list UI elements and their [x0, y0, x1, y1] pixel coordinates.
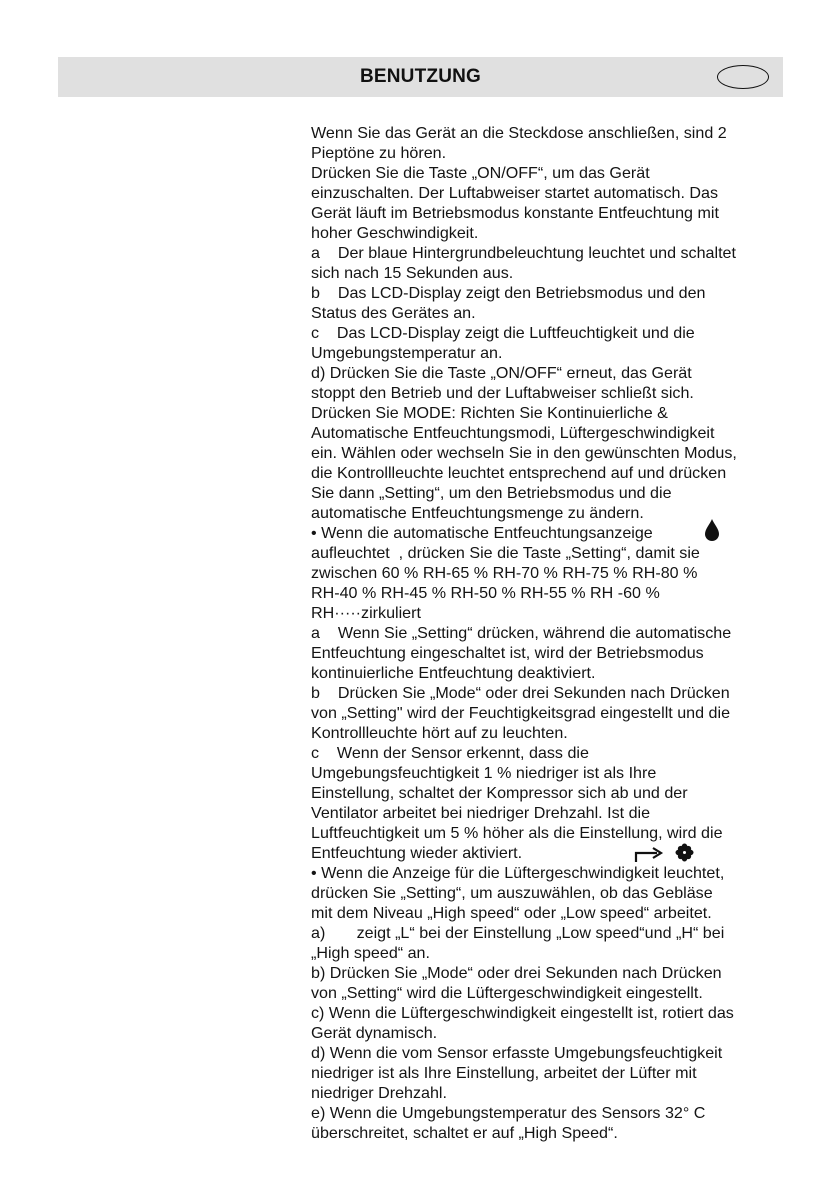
text-line: Ventilator arbeitet bei niedriger Drehzahl. Ist die: [311, 804, 651, 822]
text-line: d) Wenn die vom Sensor erfasste Umgebungsfeuchtigkeit: [311, 1044, 723, 1062]
text-line: überschreitet, schaltet er auf „High Speed“.: [311, 1124, 618, 1142]
text-line: b Das LCD-Display zeigt den Betriebsmodus und den: [311, 284, 706, 302]
text-line: c) Wenn die Lüftergeschwindigkeit eingestellt ist, rotiert das: [311, 1004, 734, 1022]
text-line: Wenn Sie das Gerät an die Steckdose anschließen, sind 2: [311, 124, 727, 142]
text-line: Drücken Sie die Taste „ON/OFF“, um das Gerät: [311, 164, 650, 182]
text-line: b) Drücken Sie „Mode“ oder drei Sekunden nach Drücken: [311, 964, 722, 982]
text-line: c Das LCD-Display zeigt die Luftfeuchtigkeit und die: [311, 324, 695, 342]
text-line: Sie dann „Setting“, um den Betriebsmodus und die: [311, 484, 672, 502]
text-line: Gerät dynamisch.: [311, 1024, 438, 1042]
body-text: [311, 123, 791, 1143]
text-line: von „Setting“ wird die Lüftergeschwindigkeit eingestellt.: [311, 984, 703, 1002]
text-line: stoppt den Betrieb und der Luftabweiser schließt sich.: [311, 384, 694, 402]
text-line: „High speed“ an.: [311, 944, 430, 962]
text-line: Entfeuchtung wieder aktiviert.: [311, 844, 523, 862]
text-line: Automatische Entfeuchtungsmodi, Lüftergeschwindigkeit: [311, 424, 715, 442]
text-line: Umgebungstemperatur an.: [311, 344, 503, 362]
text-line: e) Wenn die Umgebungstemperatur des Sensors 32° C: [311, 1104, 706, 1122]
text-line: c Wenn der Sensor erkennt, dass die: [311, 744, 589, 762]
water-drop-icon: [705, 519, 719, 541]
text-line: zwischen 60 % RH-65 % RH-70 % RH-75 % RH-80 %: [311, 564, 698, 582]
text-line: ein. Wählen oder wechseln Sie in den gewünschten Modus,: [311, 444, 737, 462]
text-line: • Wenn die automatische Entfeuchtungsanzeige: [311, 524, 653, 542]
text-line: d) Drücken Sie die Taste „ON/OFF“ erneut, das Gerät: [311, 364, 692, 382]
text-line: Luftfeuchtigkeit um 5 % höher als die Einstellung, wird die: [311, 824, 723, 842]
text-line: b Drücken Sie „Mode“ oder drei Sekunden nach Drücken: [311, 684, 730, 702]
text-line: RH·····zirkuliert: [311, 604, 421, 622]
text-line: Gerät läuft im Betriebsmodus konstante Entfeuchtung mit: [311, 204, 719, 222]
text-line: a) zeigt „L“ bei der Einstellung „Low speed“und „H“ bei: [311, 924, 725, 942]
text-line: Kontrollleuchte hört auf zu leuchten.: [311, 724, 568, 742]
text-line: Umgebungsfeuchtigkeit 1 % niedriger ist als Ihre: [311, 764, 657, 782]
text-line: hoher Geschwindigkeit.: [311, 224, 479, 242]
text-line: Einstellung, schaltet der Kompressor sich ab und der: [311, 784, 688, 802]
text-line: von „Setting" wird der Feuchtigkeitsgrad eingestellt und die: [311, 704, 731, 722]
text-line: die Kontrollleuchte leuchtet entsprechend auf und drücken: [311, 464, 727, 482]
text-line: niedriger ist als Ihre Einstellung, arbeitet der Lüfter mit: [311, 1064, 697, 1082]
text-line: niedriger Drehzahl.: [311, 1084, 447, 1102]
text-line: Status des Gerätes an.: [311, 304, 476, 322]
text-line: Pieptöne zu hören.: [311, 144, 447, 162]
text-line: a Der blaue Hintergrundbeleuchtung leuchtet und schaltet: [311, 244, 736, 262]
header-bar: [58, 57, 783, 97]
text-line: a Wenn Sie „Setting“ drücken, während die automatische: [311, 624, 732, 642]
text-line: aufleuchtet , drücken Sie die Taste „Setting“, damit sie: [311, 544, 700, 562]
text-line: drücken Sie „Setting“, um auszuwählen, ob das Gebläse: [311, 884, 713, 902]
text-line: Entfeuchtung eingeschaltet ist, wird der Betriebsmodus: [311, 644, 704, 662]
text-line: Drücken Sie MODE: Richten Sie Kontinuierliche &: [311, 404, 668, 422]
text-line: kontinuierliche Entfeuchtung deaktiviert.: [311, 664, 596, 682]
fan-icon: [675, 843, 694, 862]
page-title: BENUTZUNG: [359, 66, 482, 87]
text-line: • Wenn die Anzeige für die Lüftergeschwindigkeit leuchtet,: [311, 864, 725, 882]
text-line: RH-40 % RH-45 % RH-50 % RH-55 % RH -60 %: [311, 584, 660, 602]
language-badge: [717, 65, 769, 89]
text-line: mit dem Niveau „High speed“ oder „Low speed“ arbeitet.: [311, 904, 712, 922]
text-line: automatische Entfeuchtungsmenge zu ändern.: [311, 504, 644, 522]
text-line: einzuschalten. Der Luftabweiser startet automatisch. Das: [311, 184, 719, 202]
text-line: sich nach 15 Sekunden aus.: [311, 264, 514, 282]
arrow-icon: [633, 845, 665, 863]
